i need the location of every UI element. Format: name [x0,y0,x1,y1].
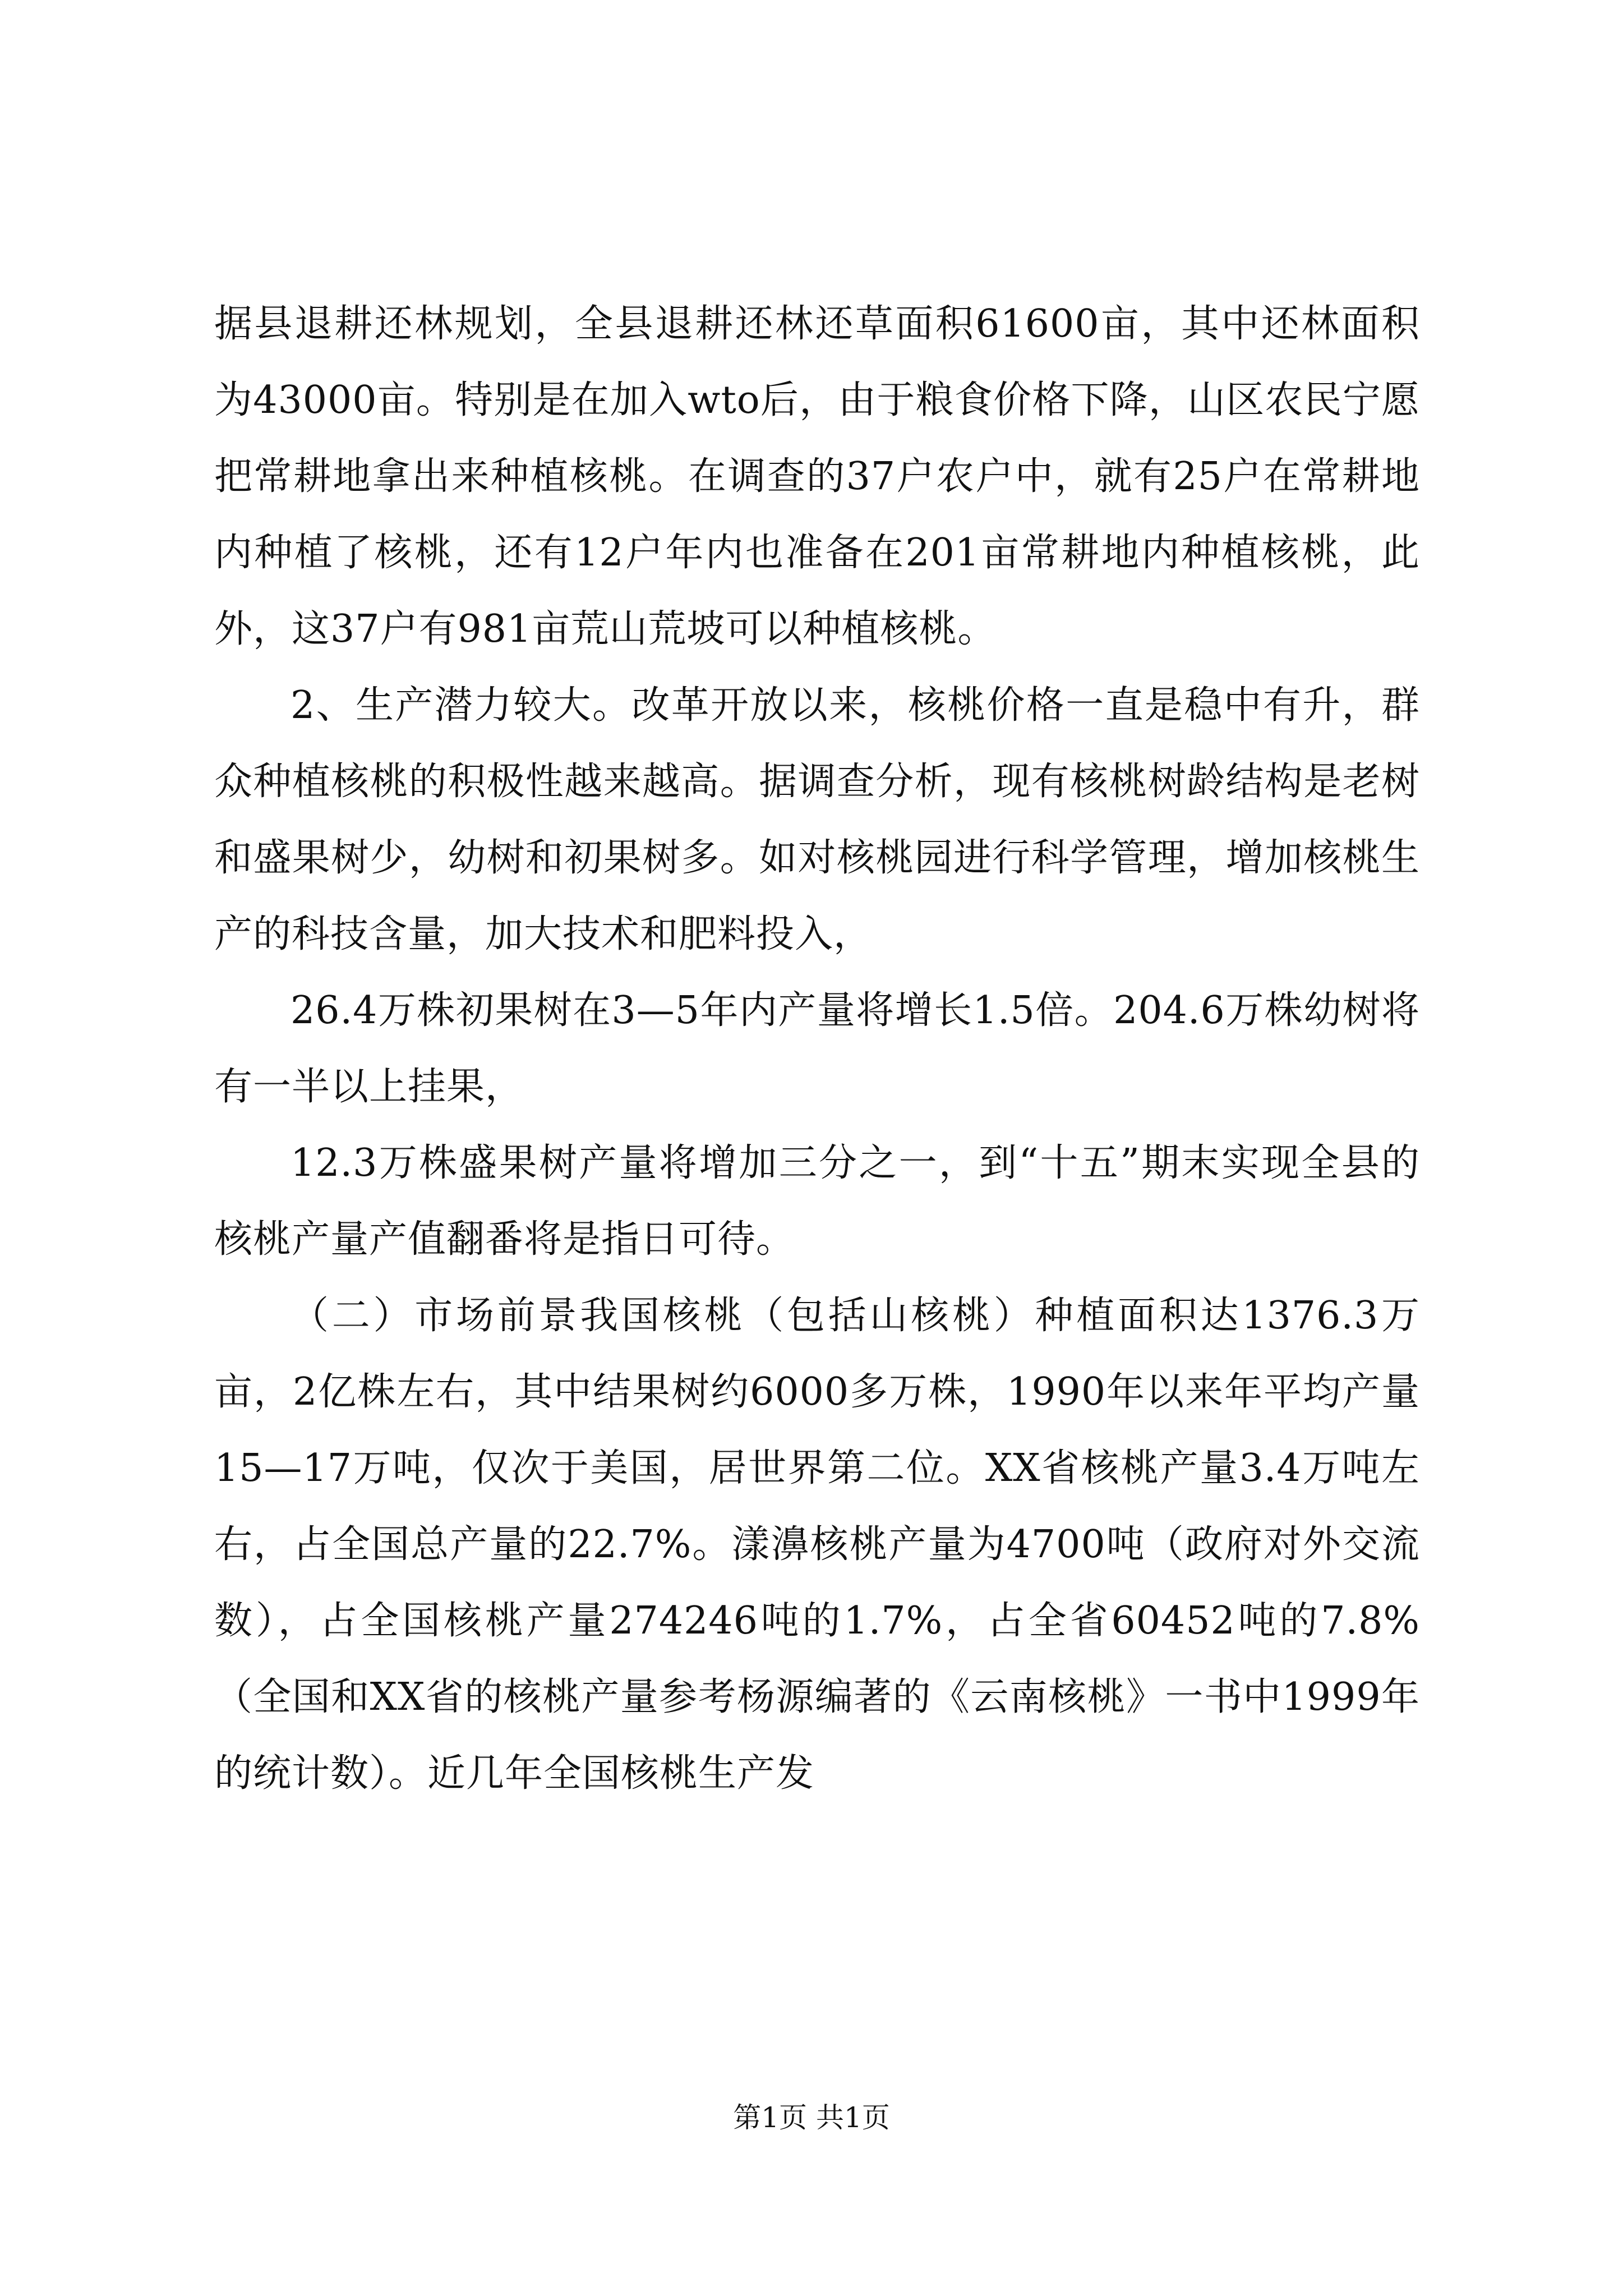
paragraph-5: （二）市场前景我国核桃（包括山核桃）种植面积达1376.3万亩，2亿株左右，其中结果树约6000多万株，1990年以来年平均产量15—17万吨，仅次于美国，居世界第二位。XX省核桃产量3.4万吨左右，占全国总产量的22.7%。漾濞核桃产量为4700吨（政府对外交流数），占全国核桃产量274246吨的1.7%，占全省60452吨的7.8%（全国和XX省的核桃产量参考杨源编著的《云南核桃》一书中1999年的统计数）。近几年全国核桃生产发 [214,1294,1420,1796]
paragraph-3: 26.4万株初果树在3—5年内产量将增长1.5倍。204.6万株幼树将有一半以上挂果， [214,988,1420,1109]
paragraph-4: 12.3万株盛果树产量将增加三分之一，到“十五”期末实现全县的核桃产量产值翻番将是指日可待。 [214,1141,1420,1262]
paragraph-2: 2、生产潜力较大。改革开放以来，核桃价格一直是稳中有升，群众种植核桃的积极性越来越高。据调查分析，现有核桃树龄结构是老树和盛果树少，幼树和初果树多。如对核桃园进行科学管理，增加核桃生产的科技含量，加大技术和肥料投入， [214,683,1420,956]
paragraph-1: 据县退耕还林规划，全县退耕还林还草面积61600亩，其中还林面积为43000亩。特别是在加入wto后，由于粮食价格下降，山区农民宁愿把常耕地拿出来种植核桃。在调查的37户农户中，就有25户在常耕地内种植了核桃，还有12户年内也准备在201亩常耕地内种植核桃，此外，这37户有981亩荒山荒坡可以种植核桃。 [214,302,1420,651]
document-body [214,286,1420,1812]
page-footer: 第1页 共1页 [733,2101,890,2134]
